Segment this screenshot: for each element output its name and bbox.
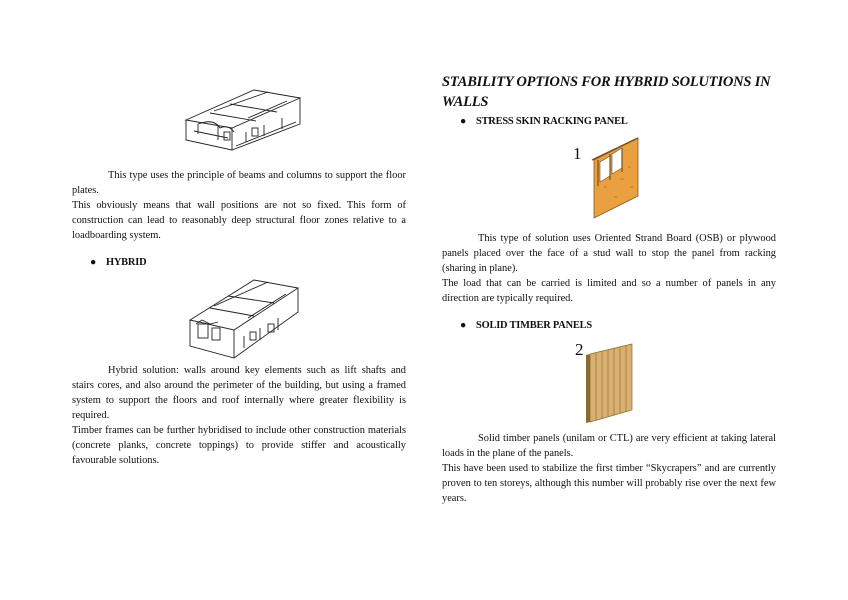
bullet-dot: ● bbox=[460, 320, 467, 331]
hybrid-building-sketch bbox=[188, 276, 300, 362]
bullet-stress-skin bbox=[442, 116, 628, 127]
solid-timber-paragraph-1: Solid timber panels (unilam or CTL) are very efficient at taking lateral loads in the plane of the panels. bbox=[442, 433, 776, 459]
stress-skin-text bbox=[442, 231, 776, 306]
hybrid-paragraph-2: Timber frames can be further hybridised to include other construction materials (concrete planks, concrete toppings) to provide stiffer and acoustically favourable solutions. bbox=[72, 425, 406, 466]
solid-timber-panel-image bbox=[586, 342, 638, 424]
frame-paragraph-1: This type uses the principle of beams and columns to support the floor plates. bbox=[72, 170, 406, 196]
hybrid-paragraph-1: Hybrid solution: walls around key elements such as lift shafts and stairs cores, and also around the perimeter of the building, but using a framed system to support the floors and roof internally where greater flexibility is required. bbox=[72, 365, 406, 421]
bullet-hybrid-label: HYBRID bbox=[106, 257, 147, 268]
bullet-solid-timber bbox=[442, 320, 592, 331]
stress-skin-paragraph-2: The load that can be carried is limited and so a number of panels in any direction are typically required. bbox=[442, 278, 776, 304]
bullet-dot: ● bbox=[460, 116, 467, 127]
solid-timber-text bbox=[442, 431, 776, 506]
stress-skin-panel-image bbox=[590, 136, 642, 220]
stress-skin-paragraph-1: This type of solution uses Oriented Strand Board (OSB) or plywood panels placed over the face of a stud wall to stop the panel from racking (sharing in plane). bbox=[442, 233, 776, 274]
section-heading: STABILITY OPTIONS FOR HYBRID SOLUTIONS IN WALLS bbox=[442, 74, 771, 110]
bullet-solid-timber-label: SOLID TIMBER PANELS bbox=[476, 320, 592, 331]
figure-number-2: 2 bbox=[575, 340, 584, 359]
bullet-stress-skin-label: STRESS SKIN RACKING PANEL bbox=[476, 116, 628, 127]
bullet-dot: ● bbox=[90, 257, 97, 268]
frame-paragraph-2: This obviously means that wall positions are not so fixed. This form of construction can lead to reasonably deep structural floor zones relative to a loadboarding system. bbox=[72, 200, 406, 241]
solid-timber-paragraph-2: This have been used to stabilize the first timber “Skycrapers” and are currently proven to ten storeys, although this number will probably rise over the next few years. bbox=[442, 463, 776, 504]
figure-number-1: 1 bbox=[573, 144, 582, 163]
frame-building-sketch bbox=[184, 88, 302, 154]
bullet-hybrid bbox=[72, 257, 146, 268]
frame-system-text bbox=[72, 168, 406, 243]
hybrid-text bbox=[72, 363, 406, 468]
